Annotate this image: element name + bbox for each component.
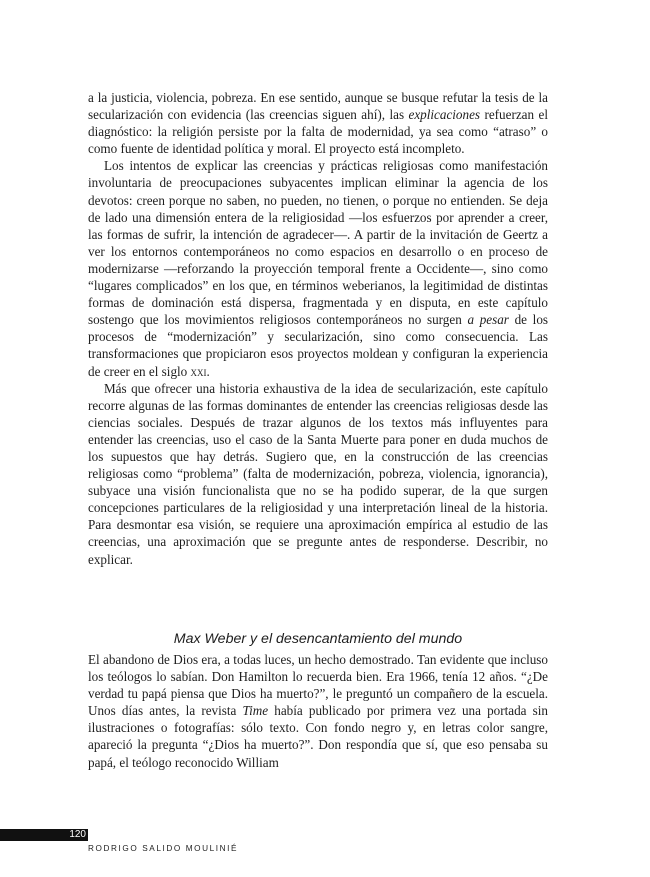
century-smallcaps: xxi [190,363,207,379]
text-run: de los procesos de “modernización” y secularización, sino como consecuencia. Las transformaciones que propiciaron esos proyectos moldean y configuran la experiencia de creer en el siglo [88,312,549,379]
paragraph [88,157,548,379]
body-text-top [88,89,548,568]
italic-text: explicaciones [408,107,481,123]
paragraph: Más que ofrecer una historia exhaustiva de la idea de secularización, este capítulo recorre algunas de las formas dominantes de entender las creencias religiosas desde las ciencias sociales. Después de trazar algunos de los textos más influyentes para entender las creencias, uso el caso de la Santa Muerte para poner en duda muchos de los supuestos que hay detrás. Sugiero que, en la construcción de las creencias religiosas como “problema” (falta de modernización, pobreza, violencia, ignorancia), subyace una visión funcionalista que no se ha podido superar, de la que surgen concepciones particulares de la religiosidad y una interpretación lineal de la historia. Para desmontar esa visión, se requiere una aproximación empírica al estudio de las creencias, una aproximación que se pregunte antes de responderse. Describir, no explicar. [88,380,548,567]
italic-text: a pesar [467,312,509,328]
section-heading: Max Weber y el desencantamiento del mundo [173,631,463,647]
paragraph [88,89,548,157]
text-run: refuerzan el diagnóstico: la religión persiste por la falta de modernidad, ya sea como “atraso” o como fuente de identidad política y moral. El proyecto está incompleto. [88,107,548,157]
text-run: Los intentos de explicar las creencias y prácticas religiosas como manifestación involuntaria de preocupaciones subyacentes implican eliminar la agencia de los devotos: creen porque no saben, no pueden, no tienen, o porque no entienden. Se deja de lado una dimensión entera de la religiosidad —los esfuerzos por aprender a creer, las formas de sufrir, la intención de agradecer—. A partir de la invitación de Geertz a ver los entornos contemporáneos no como espacios en desarrollo o en proceso de modernizarse —reforzando la proyección temporal frente a Occidente—, sino como “lugares complicados” en los que, en términos weberianos, la legitimidad de distintas formas de dominación está dispersa, fragmentada y en disputa, en este capítulo sostengo que los movimientos religiosos contemporáneos no surgen [88,158,548,328]
running-footer-author: RODRIGO SALIDO MOULINIÉ [88,844,239,853]
text-run: . [206,363,210,379]
text-run: El abandono de Dios era, a todas luces, un hecho demostrado. Tan evidente que incluso los teólogos lo sabían. Don Hamilton lo recuerda bien. Era 1966, tenía 12 años. “¿De verdad tu papá piensa que Dios ha muerto?”, le preguntó un compañero de la escuela. Unos días antes, la revista [88,652,548,719]
text-run: a la justicia, violencia, pobreza. En ese sentido, aunque se busque refutar la tesis de la secularización con evidencia (las creencias siguen ahí), las [88,90,548,123]
page-number: 120 [69,829,86,840]
italic-text: Time [242,703,269,719]
paragraph [88,651,548,771]
text-run: había publicado por primera vez una portada sin ilustraciones o fotografías: sólo texto. Con fondo negro y, en letras color sangre, apareció la pregunta “¿Dios ha muerto?”. Don respondía que sí, que eso pensaba su papá, el teólogo reconocido William [88,703,548,770]
body-text-bottom [88,651,548,771]
